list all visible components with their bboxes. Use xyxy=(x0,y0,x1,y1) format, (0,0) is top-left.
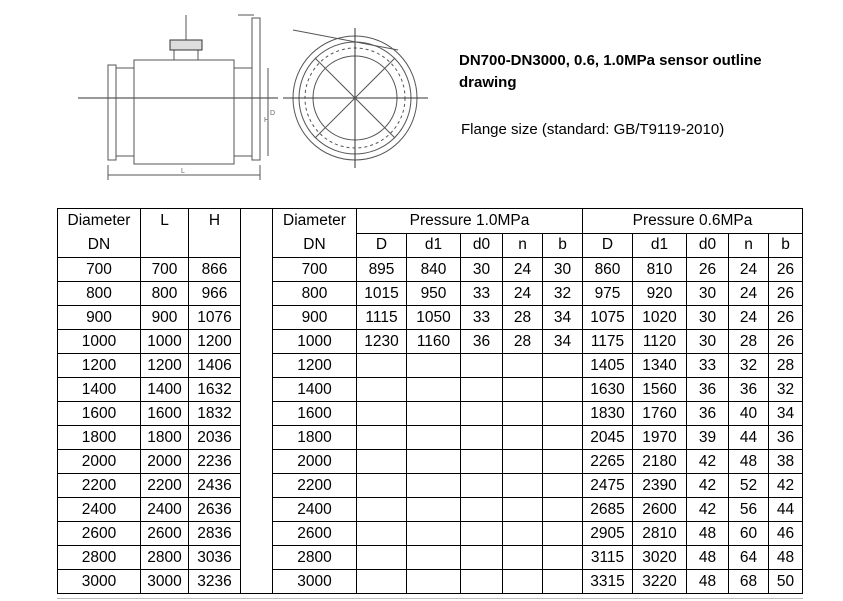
cell-p06-d0: 33 xyxy=(687,354,729,378)
cell-p10-d1 xyxy=(407,570,461,594)
cell-p10-d0 xyxy=(461,498,503,522)
header-pressure-1-0: Pressure 1.0MPa xyxy=(357,209,583,234)
cell-p10-n xyxy=(503,354,543,378)
cell-p06-n: 24 xyxy=(729,282,769,306)
subheader-d0: d0 xyxy=(687,233,729,258)
cell-p06-d1: 2810 xyxy=(633,522,687,546)
cell-p10-d xyxy=(357,426,407,450)
cell-p10-d0 xyxy=(461,570,503,594)
table-gap xyxy=(241,450,273,474)
subheader-b: b xyxy=(769,233,803,258)
cell-p06-b: 28 xyxy=(769,354,803,378)
cell-p06-b: 26 xyxy=(769,330,803,354)
cell-p10-b: 32 xyxy=(543,282,583,306)
cell-p06-d1: 2600 xyxy=(633,498,687,522)
cell-p06-d0: 36 xyxy=(687,378,729,402)
cell-p10-b: 34 xyxy=(543,306,583,330)
table-gap xyxy=(241,306,273,330)
cell-p06-d0: 42 xyxy=(687,450,729,474)
cell-diameter: 1200 xyxy=(58,354,141,378)
cell-l: 1800 xyxy=(141,426,189,450)
cell-p10-b xyxy=(543,546,583,570)
header-row-1 xyxy=(58,209,803,234)
cell-p10-d xyxy=(357,546,407,570)
table-gap xyxy=(241,498,273,522)
cell-l: 900 xyxy=(141,306,189,330)
cell-diameter: 2400 xyxy=(58,498,141,522)
drawing-label-l: L xyxy=(181,168,185,175)
cell-p06-b: 48 xyxy=(769,546,803,570)
cell-p06-d0: 42 xyxy=(687,498,729,522)
cell-diameter-right: 2800 xyxy=(273,546,357,570)
cell-p10-d1 xyxy=(407,354,461,378)
cell-p06-n: 48 xyxy=(729,450,769,474)
cell-p10-d0: 33 xyxy=(461,306,503,330)
cell-p10-d1: 840 xyxy=(407,258,461,282)
cell-h: 1832 xyxy=(189,402,241,426)
cell-p10-d xyxy=(357,450,407,474)
cell-p06-n: 56 xyxy=(729,498,769,522)
header-l: L xyxy=(141,209,189,258)
cell-p10-d1 xyxy=(407,546,461,570)
cell-p06-n: 40 xyxy=(729,402,769,426)
cell-diameter-right: 1400 xyxy=(273,378,357,402)
cell-p06-d: 2475 xyxy=(583,474,633,498)
cell-l: 800 xyxy=(141,282,189,306)
cell-p06-d1: 3220 xyxy=(633,570,687,594)
cell-p06-d1: 1120 xyxy=(633,330,687,354)
cell-diameter-right: 3000 xyxy=(273,570,357,594)
cell-p10-d xyxy=(357,354,407,378)
cell-p10-d: 1230 xyxy=(357,330,407,354)
header-diameter-dn-right: Diameter DN xyxy=(273,209,357,258)
cell-p06-d0: 48 xyxy=(687,546,729,570)
cell-p10-d1: 950 xyxy=(407,282,461,306)
cell-p06-d1: 2180 xyxy=(633,450,687,474)
cell-p06-n: 24 xyxy=(729,306,769,330)
cell-p10-n: 28 xyxy=(503,330,543,354)
cell-l: 1000 xyxy=(141,330,189,354)
table-row xyxy=(58,474,803,498)
cell-p06-d: 1405 xyxy=(583,354,633,378)
cell-p10-n: 24 xyxy=(503,282,543,306)
table-gap xyxy=(241,402,273,426)
cell-p06-d: 1075 xyxy=(583,306,633,330)
cell-p06-n: 52 xyxy=(729,474,769,498)
cell-diameter-right: 2000 xyxy=(273,450,357,474)
cell-p10-d1 xyxy=(407,402,461,426)
cell-diameter-right: 1800 xyxy=(273,426,357,450)
cell-l: 2400 xyxy=(141,498,189,522)
table-gap xyxy=(241,258,273,282)
cell-diameter: 2000 xyxy=(58,450,141,474)
cell-l: 1600 xyxy=(141,402,189,426)
subheader-d: D xyxy=(357,233,407,258)
table-row xyxy=(58,378,803,402)
cell-l: 1400 xyxy=(141,378,189,402)
cell-p06-d: 1830 xyxy=(583,402,633,426)
table-row xyxy=(58,258,803,282)
cell-p06-b: 38 xyxy=(769,450,803,474)
cell-p10-d0: 30 xyxy=(461,258,503,282)
cell-p10-n xyxy=(503,378,543,402)
cell-p06-d1: 1020 xyxy=(633,306,687,330)
cell-p06-d1: 1970 xyxy=(633,426,687,450)
drawing-label-d: D xyxy=(270,110,276,117)
cell-p06-d0: 30 xyxy=(687,330,729,354)
drawing-label-h: H xyxy=(264,117,270,124)
subheader-d1: d1 xyxy=(633,233,687,258)
cell-diameter-right: 2200 xyxy=(273,474,357,498)
cell-p06-d: 975 xyxy=(583,282,633,306)
table-gap xyxy=(241,426,273,450)
cell-diameter: 1000 xyxy=(58,330,141,354)
table-gap xyxy=(241,354,273,378)
cell-p10-d: 1015 xyxy=(357,282,407,306)
cell-p06-d: 2905 xyxy=(583,522,633,546)
cell-p06-d0: 42 xyxy=(687,474,729,498)
cell-p10-n xyxy=(503,402,543,426)
cell-p06-b: 26 xyxy=(769,282,803,306)
cell-p10-d0 xyxy=(461,522,503,546)
cell-p06-b: 32 xyxy=(769,378,803,402)
header-diameter-dn: Diameter DN xyxy=(58,209,141,258)
table-gap xyxy=(241,546,273,570)
cell-diameter-right: 800 xyxy=(273,282,357,306)
cell-p10-n xyxy=(503,546,543,570)
cell-diameter-right: 1200 xyxy=(273,354,357,378)
cell-diameter: 3000 xyxy=(58,570,141,594)
cell-p10-d0 xyxy=(461,402,503,426)
cell-p06-n: 68 xyxy=(729,570,769,594)
cell-p06-d: 1630 xyxy=(583,378,633,402)
cell-p10-n: 24 xyxy=(503,258,543,282)
cell-p10-n xyxy=(503,522,543,546)
cell-p10-d1 xyxy=(407,450,461,474)
cell-p06-n: 32 xyxy=(729,354,769,378)
cell-p10-d0 xyxy=(461,546,503,570)
subheader-n: n xyxy=(729,233,769,258)
table-row xyxy=(58,402,803,426)
cell-l: 700 xyxy=(141,258,189,282)
cell-diameter-right: 1600 xyxy=(273,402,357,426)
cell-p10-d0 xyxy=(461,474,503,498)
cell-p10-b xyxy=(543,474,583,498)
cell-diameter: 800 xyxy=(58,282,141,306)
cell-l: 2000 xyxy=(141,450,189,474)
header-h: H xyxy=(189,209,241,258)
subheader-d: D xyxy=(583,233,633,258)
cell-p06-d0: 36 xyxy=(687,402,729,426)
cell-p06-b: 42 xyxy=(769,474,803,498)
table-row xyxy=(58,354,803,378)
cell-p06-d1: 3020 xyxy=(633,546,687,570)
cell-p10-d0 xyxy=(461,426,503,450)
cell-p06-d1: 1560 xyxy=(633,378,687,402)
cell-h: 1076 xyxy=(189,306,241,330)
table-row xyxy=(58,306,803,330)
cell-p06-d0: 48 xyxy=(687,570,729,594)
cell-p06-n: 28 xyxy=(729,330,769,354)
table-row xyxy=(58,546,803,570)
cell-p10-d: 895 xyxy=(357,258,407,282)
cell-diameter-right: 700 xyxy=(273,258,357,282)
cell-h: 3236 xyxy=(189,570,241,594)
cell-p10-n xyxy=(503,498,543,522)
table-row xyxy=(58,570,803,594)
cell-diameter: 2800 xyxy=(58,546,141,570)
table-gap xyxy=(241,209,273,258)
cell-h: 866 xyxy=(189,258,241,282)
table-gap xyxy=(241,282,273,306)
cell-p10-d0: 36 xyxy=(461,330,503,354)
cell-h: 2636 xyxy=(189,498,241,522)
table-row xyxy=(58,498,803,522)
cell-p06-n: 64 xyxy=(729,546,769,570)
dimension-table xyxy=(57,208,803,594)
cell-l: 2600 xyxy=(141,522,189,546)
cell-l: 2200 xyxy=(141,474,189,498)
cell-p10-n xyxy=(503,426,543,450)
cell-p10-b xyxy=(543,402,583,426)
cell-p06-n: 60 xyxy=(729,522,769,546)
cell-p06-d: 3115 xyxy=(583,546,633,570)
cell-diameter-right: 1000 xyxy=(273,330,357,354)
table-gap xyxy=(241,378,273,402)
cell-l: 2800 xyxy=(141,546,189,570)
cell-p10-d1 xyxy=(407,426,461,450)
cell-p06-d0: 30 xyxy=(687,282,729,306)
cell-l: 3000 xyxy=(141,570,189,594)
cell-p06-d: 2685 xyxy=(583,498,633,522)
cell-p06-b: 46 xyxy=(769,522,803,546)
cell-p06-d: 3315 xyxy=(583,570,633,594)
cell-p06-b: 34 xyxy=(769,402,803,426)
cell-h: 1200 xyxy=(189,330,241,354)
cell-h: 966 xyxy=(189,282,241,306)
cell-p10-b xyxy=(543,498,583,522)
cell-p10-d0 xyxy=(461,450,503,474)
cell-diameter-right: 2400 xyxy=(273,498,357,522)
flange-standard-note: Flange size (standard: GB/T9119-2010) xyxy=(461,121,725,138)
cell-p06-b: 44 xyxy=(769,498,803,522)
cell-diameter-right: 900 xyxy=(273,306,357,330)
cell-p10-d: 1115 xyxy=(357,306,407,330)
header-pressure-0-6: Pressure 0.6MPa xyxy=(583,209,803,234)
cell-p06-d1: 810 xyxy=(633,258,687,282)
cell-p06-d: 2045 xyxy=(583,426,633,450)
cell-p10-b xyxy=(543,522,583,546)
cell-h: 1632 xyxy=(189,378,241,402)
page-title: DN700-DN3000, 0.6, 1.0MPa sensor outline drawing xyxy=(459,52,762,91)
cell-p10-d xyxy=(357,570,407,594)
cell-p06-d0: 30 xyxy=(687,306,729,330)
subheader-d0: d0 xyxy=(461,233,503,258)
cell-p06-d0: 48 xyxy=(687,522,729,546)
table-gap xyxy=(241,330,273,354)
cell-l: 1200 xyxy=(141,354,189,378)
table-gap xyxy=(241,570,273,594)
cell-p06-b: 26 xyxy=(769,306,803,330)
cell-diameter: 1400 xyxy=(58,378,141,402)
table-gap xyxy=(241,522,273,546)
cell-p06-b: 26 xyxy=(769,258,803,282)
cell-p10-d1 xyxy=(407,378,461,402)
cell-h: 3036 xyxy=(189,546,241,570)
cell-p06-b: 36 xyxy=(769,426,803,450)
table-row xyxy=(58,282,803,306)
divider xyxy=(57,598,803,599)
subheader-b: b xyxy=(543,233,583,258)
table-gap xyxy=(241,474,273,498)
cell-h: 2836 xyxy=(189,522,241,546)
cell-p10-d1 xyxy=(407,522,461,546)
cell-p10-d0 xyxy=(461,378,503,402)
cell-p10-d0: 33 xyxy=(461,282,503,306)
cell-diameter-right: 2600 xyxy=(273,522,357,546)
cell-h: 2436 xyxy=(189,474,241,498)
cell-p10-d1: 1160 xyxy=(407,330,461,354)
cell-p10-d1 xyxy=(407,498,461,522)
cell-h: 2036 xyxy=(189,426,241,450)
cell-p10-d xyxy=(357,402,407,426)
cell-p06-d: 2265 xyxy=(583,450,633,474)
cell-p06-d0: 39 xyxy=(687,426,729,450)
cell-p06-n: 44 xyxy=(729,426,769,450)
cell-p06-d: 1175 xyxy=(583,330,633,354)
cell-p10-b xyxy=(543,426,583,450)
cell-diameter: 1800 xyxy=(58,426,141,450)
cell-p10-b xyxy=(543,354,583,378)
cell-p10-d1: 1050 xyxy=(407,306,461,330)
table-row xyxy=(58,426,803,450)
cell-p06-b: 50 xyxy=(769,570,803,594)
table-row xyxy=(58,330,803,354)
cell-p06-d1: 920 xyxy=(633,282,687,306)
cell-p10-b xyxy=(543,378,583,402)
cell-diameter: 900 xyxy=(58,306,141,330)
table-row xyxy=(58,522,803,546)
cell-p10-d0 xyxy=(461,354,503,378)
cell-p10-n xyxy=(503,450,543,474)
cell-diameter: 2600 xyxy=(58,522,141,546)
cell-p06-d1: 2390 xyxy=(633,474,687,498)
cell-p10-d xyxy=(357,378,407,402)
table-row xyxy=(58,450,803,474)
cell-p10-n: 28 xyxy=(503,306,543,330)
cell-p10-b xyxy=(543,570,583,594)
cell-p10-d xyxy=(357,498,407,522)
cell-h: 2236 xyxy=(189,450,241,474)
subheader-d1: d1 xyxy=(407,233,461,258)
cell-p10-b: 34 xyxy=(543,330,583,354)
cell-p10-d1 xyxy=(407,474,461,498)
cell-diameter: 1600 xyxy=(58,402,141,426)
cell-h: 1406 xyxy=(189,354,241,378)
sensor-outline-drawing xyxy=(78,10,428,190)
cell-p10-d xyxy=(357,522,407,546)
cell-p06-n: 36 xyxy=(729,378,769,402)
cell-p10-d xyxy=(357,474,407,498)
cell-p10-n xyxy=(503,474,543,498)
cell-p06-d1: 1340 xyxy=(633,354,687,378)
cell-p10-b: 30 xyxy=(543,258,583,282)
cell-p06-d0: 26 xyxy=(687,258,729,282)
cell-diameter: 2200 xyxy=(58,474,141,498)
cell-p10-n xyxy=(503,570,543,594)
cell-p10-b xyxy=(543,450,583,474)
cell-p06-n: 24 xyxy=(729,258,769,282)
subheader-n: n xyxy=(503,233,543,258)
cell-diameter: 700 xyxy=(58,258,141,282)
cell-p06-d: 860 xyxy=(583,258,633,282)
cell-p06-d1: 1760 xyxy=(633,402,687,426)
